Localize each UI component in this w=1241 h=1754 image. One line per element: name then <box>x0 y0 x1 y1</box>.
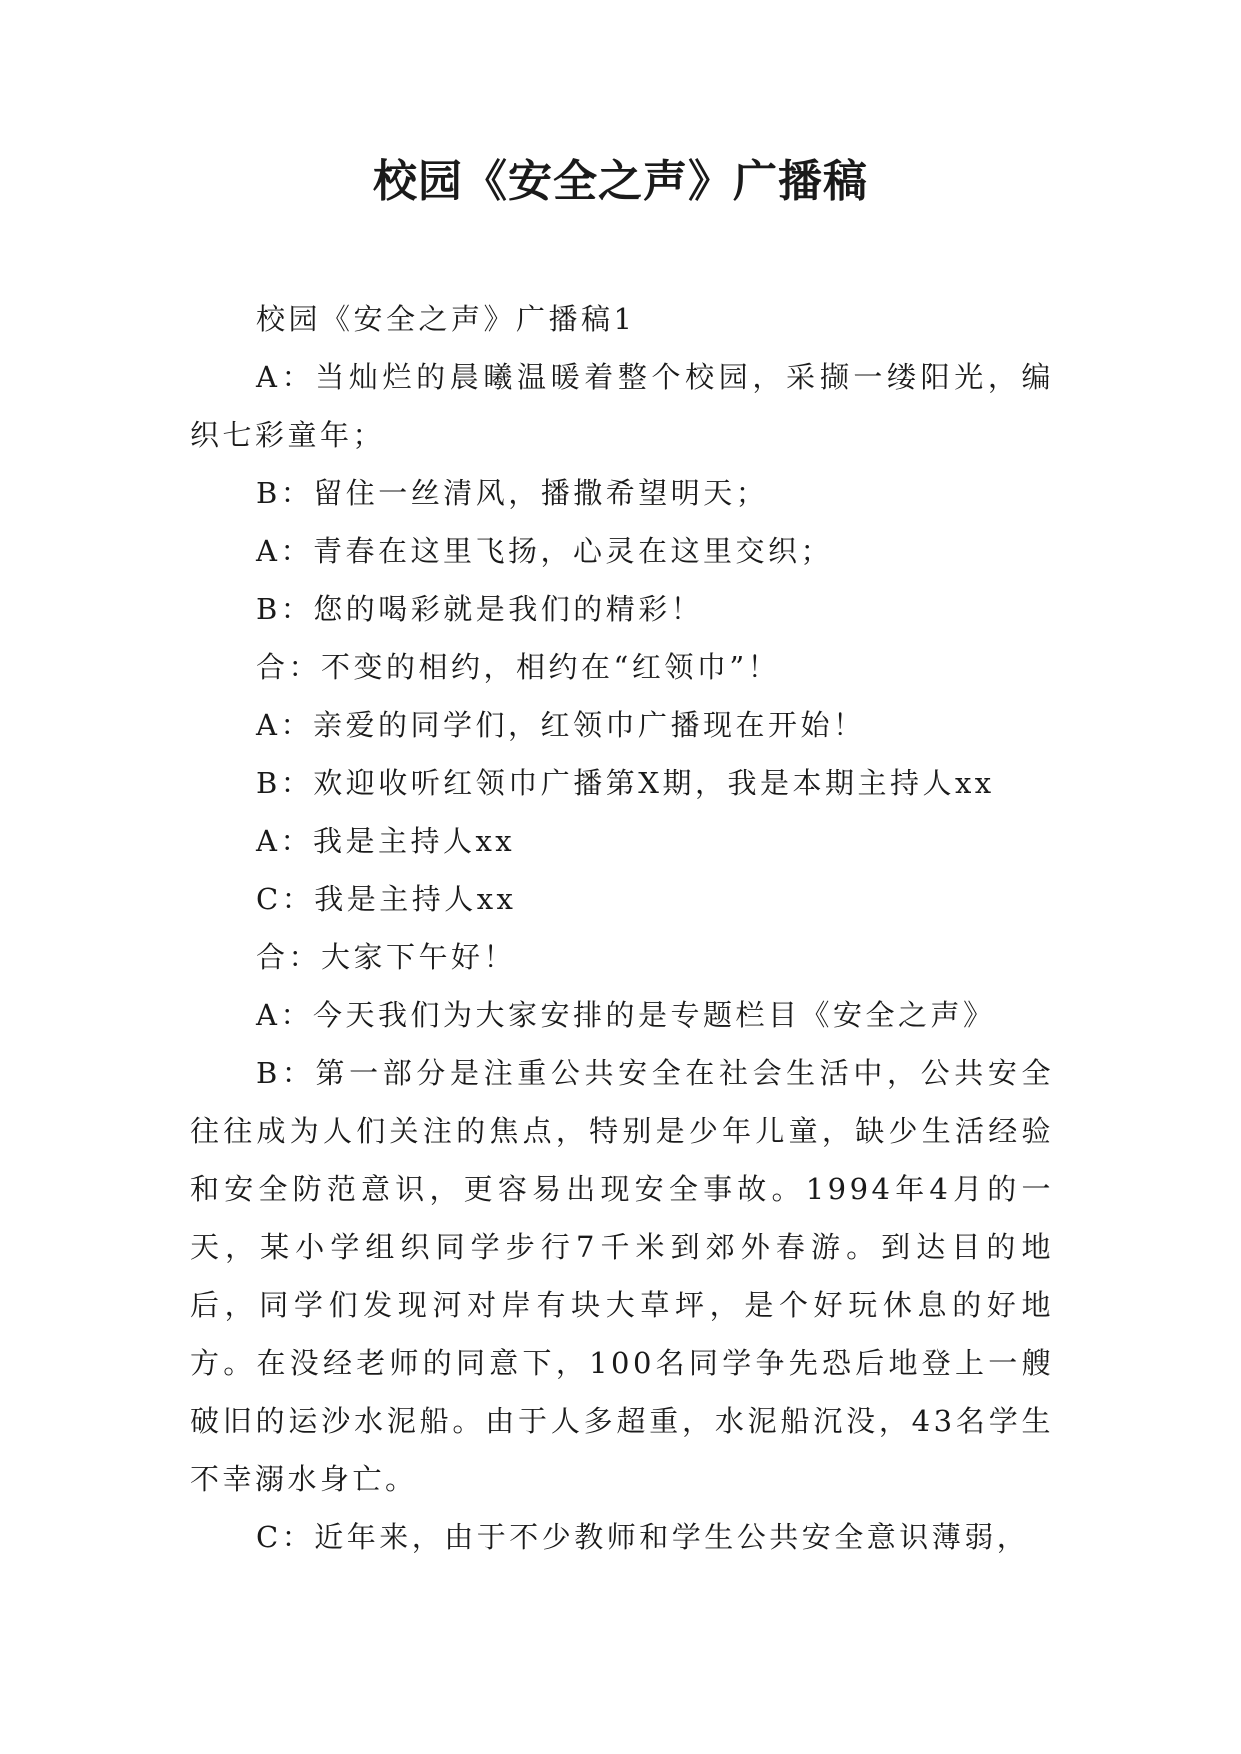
paragraph: A：今天我们为大家安排的是专题栏目《安全之声》 <box>256 998 996 1032</box>
paragraph: B：欢迎收听红领巾广播第X期，我是本期主持人xx <box>256 766 995 800</box>
paragraph: 合：大家下午好！ <box>256 940 517 974</box>
document-title: 校园《安全之声》广播稿 <box>373 156 868 207</box>
paragraph: A：当灿烂的晨曦温暖着整个校园，采撷一缕阳光，编织七彩童年； <box>190 360 1054 452</box>
paragraph: C：我是主持人xx <box>256 882 517 916</box>
paragraph: B：留住一丝清风，播撒希望明天； <box>256 476 769 510</box>
paragraph: A：亲爱的同学们，红领巾广播现在开始！ <box>256 708 866 742</box>
paragraph: B：第一部分是注重公共安全在社会生活中，公共安全往往成为人们关注的焦点，特别是少年儿童，缺少生活经验和安全防范意识，更容易出现安全事故。1994年4月的一天，某小学组织同学步行7千米到郊外春游。到达目的地后，同学们发现河对岸有块大草坪，是个好玩休息的好地方。在没经老师的同意下，100名同学争先恐后地登上一艘破旧的运沙水泥船。由于人多超重，水泥船沉没，43名学生不幸溺水身亡。 <box>190 1056 1054 1496</box>
paragraph: 合：不变的相约，相约在“红领巾”！ <box>256 650 781 684</box>
paragraph: B：您的喝彩就是我们的精彩！ <box>256 592 704 626</box>
paragraph-section-heading: 校园《安全之声》广播稿1 <box>256 302 636 336</box>
paragraph: C：近年来，由于不少教师和学生公共安全意识薄弱， <box>256 1520 1030 1554</box>
paragraph: A：青春在这里飞扬，心灵在这里交织； <box>256 534 833 568</box>
paragraph: A：我是主持人xx <box>256 824 516 858</box>
document-body <box>190 290 1054 1566</box>
